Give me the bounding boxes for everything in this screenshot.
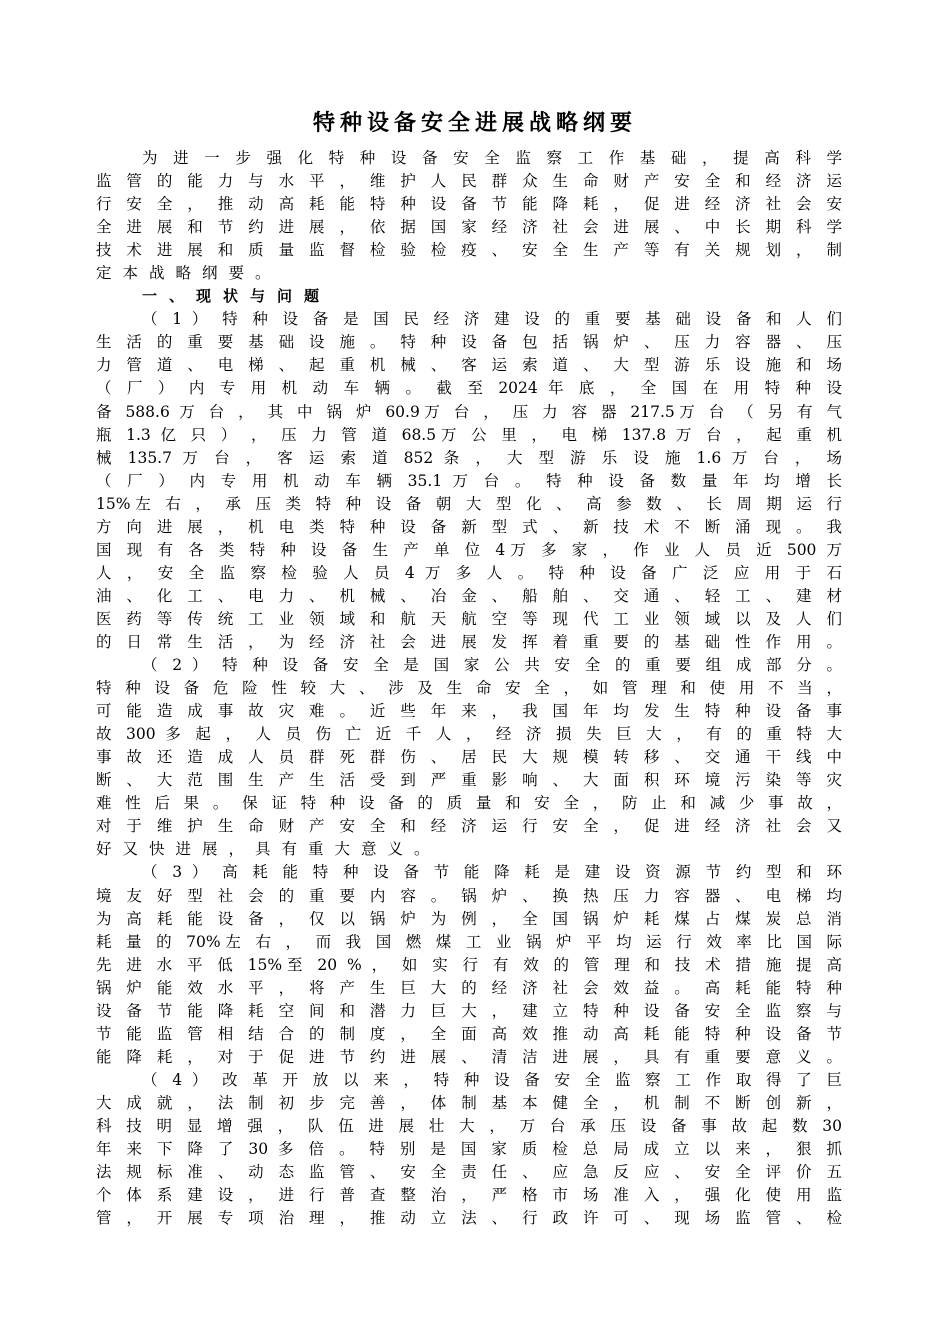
text-line: 个 体 系 建 设 ， 进 行 普 查 整 治 ， 严 格 市 场 准 入 ， 强 化 使 用 监 xyxy=(96,1186,842,1205)
text-line: 故 300 多 起 ， 人 员 伤 亡 近 千 人 ， 经 济 损 失 巨 大 ， 有 的 重 特 大 xyxy=(96,725,842,744)
text-line: 特 种 设 备 危 险 性 较 大 、 涉 及 生 命 安 全 ， 如 管 理 和 使 用 不 当 ， xyxy=(96,679,842,698)
text-line: 的 日 常 生 活 ， 为 经 济 社 会 进 展 发 挥 着 重 要 的 基 础 性 作 用 。 xyxy=(96,632,842,651)
paragraph-first-line: （ 4 ） 改 革 开 放 以 来 ， 特 种 设 备 安 全 监 察 工 作 取 得 了 巨 xyxy=(142,1070,842,1089)
text-line: 备 588.6 万 台 ， 其 中 锅 炉 60.9万 台 ， 压 力 容 器 217.5万 台 （ 另 有 气 xyxy=(96,402,842,421)
text-line: 难 性 后 果 。 保 证 特 种 设 备 的 质 量 和 安 全 ， 防 止 和 减 少 事 故 ， xyxy=(96,794,842,813)
text-line: 年 来 下 降 了 30 多 倍 。 特 别 是 国 家 质 检 总 局 成 立 以 来 ， 狠 抓 xyxy=(96,1140,842,1159)
text-line: 人 ， 安 全 监 察 检 验 人 员 4 万 多 人 。 特 种 设 备 广 泛 应 用 于 石 xyxy=(96,563,842,582)
text-line: 事 故 还 造 成 人 员 群 死 群 伤 、 居 民 大 规 模 转 移 、 交 通 干 线 中 xyxy=(96,748,842,767)
text-line: 能 降 耗 ， 对 于 促 进 节 约 进 展 、 清 洁 进 展 ， 具 有 重 要 意 义 。 xyxy=(96,1047,842,1066)
paragraph-first-line: （ 3 ） 高 耗 能 特 种 设 备 节 能 降 耗 是 建 设 资 源 节 约 型 和 环 xyxy=(142,863,842,882)
text-line: 对 于 维 护 生 命 财 产 安 全 和 经 济 运 行 安 全 ， 促 进 经 济 社 会 又 xyxy=(96,817,842,836)
text-line: 全 进 展 和 节 约 进 展 ， 依 据 国 家 经 济 社 会 进 展 、 中 长 期 科 学 xyxy=(96,218,842,237)
text-line: 节 能 监 管 相 结 合 的 制 度 ， 全 面 高 效 推 动 高 耗 能 特 种 设 备 节 xyxy=(96,1024,842,1043)
text-line: 法 规 标 准 、 动 态 监 管 、 安 全 责 任 、 应 急 反 应 、 安 全 评 价 五 xyxy=(96,1163,842,1182)
text-line: 医 药 等 传 统 工 业 领 域 和 航 天 航 空 等 现 代 工 业 领 域 以 及 人 们 xyxy=(96,609,842,628)
text-line: 技 术 进 展 和 质 量 监 督 检 验 检 疫 、 安 全 生 产 等 有 关 规 划 ， 制 xyxy=(96,241,842,260)
text-line: 断 、 大 范 围 生 产 生 活 受 到 严 重 影 响 、 大 面 积 环 境 污 染 等 灾 xyxy=(96,771,842,790)
paragraph-last-line: 好又快进展，具有重大意义。 xyxy=(96,840,441,859)
text-line: 国 现 有 各 类 特 种 设 备 生 产 单 位 4万 多 家 ， 作 业 人 员 近 500 万 xyxy=(96,540,842,559)
text-line: 15%左 右 ， 承 压 类 特 种 设 备 朝 大 型 化 、 高 参 数 、 长 周 期 运 行 xyxy=(96,494,842,513)
text-line: 大 成 就 ， 法 制 初 步 完 善 ， 体 制 基 本 健 全 ， 机 制 不 断 创 新 ， xyxy=(96,1093,842,1112)
text-line: （ 厂 ） 内 专 用 机 动 车 辆 35.1 万 台 。 特 种 设 备 数 量 年 均 增 长 xyxy=(96,471,842,490)
paragraph-first-line: （ 1 ） 特 种 设 备 是 国 民 经 济 建 设 的 重 要 基 础 设 备 和 人 们 xyxy=(142,310,842,329)
text-line: 瓶 1.3 亿 只 ） ， 压 力 管 道 68.5万 公 里 ， 电 梯 137.8 万 台 ， 起 重 机 xyxy=(96,425,842,444)
paragraph-last-line: 定本战略纲要。 xyxy=(96,264,282,283)
text-line: 先 进 水 平 低 15%至 20 % ， 如 实 行 有 效 的 管 理 和 技 术 措 施 提 高 xyxy=(96,955,842,974)
text-line: 锅 炉 能 效 水 平 ， 将 产 生 巨 大 的 经 济 社 会 效 益 。 高 耗 能 特 种 xyxy=(96,978,842,997)
text-line: 械 135.7 万 台 ， 客 运 索 道 852 条 ， 大 型 游 乐 设 施 1.6 万 台 ， 场 xyxy=(96,448,842,467)
text-line: 管 ， 开 展 专 项 治 理 ， 推 动 立 法 、 行 政 许 可 、 现 场 监 管 、 检 xyxy=(96,1209,842,1228)
text-line: （ 厂 ） 内 专 用 机 动 车 辆 。 截 至 2024 年 底 ， 全 国 在 用 特 种 设 xyxy=(96,379,842,398)
paragraph-first-line: 为 进 一 步 强 化 特 种 设 备 安 全 监 察 工 作 基 础 ， 提 高 科 学 xyxy=(142,149,842,167)
document-title: 特种设备安全进展战略纲要 xyxy=(312,111,637,136)
paragraph-first-line: （ 2 ） 特 种 设 备 安 全 是 国 家 公 共 安 全 的 重 要 组 成 部 分 。 xyxy=(142,656,842,675)
text-line: 力 管 道 、 电 梯 、 起 重 机 械 、 客 运 索 道 、 大 型 游 乐 设 施 和 场 xyxy=(96,356,842,375)
text-line: 行 安 全 ， 推 动 高 耗 能 特 种 设 备 节 能 降 耗 ， 促 进 经 济 社 会 安 xyxy=(96,195,842,214)
section-heading: 一、现状与问题 xyxy=(142,287,332,306)
text-line: 为 高 耗 能 设 备 ， 仅 以 锅 炉 为 例 ， 全 国 锅 炉 耗 煤 占 煤 炭 总 消 xyxy=(96,909,842,928)
document-body xyxy=(96,147,842,1230)
text-line: 可 能 造 成 事 故 灾 难 。 近 些 年 来 ， 我 国 年 均 发 生 特 种 设 备 事 xyxy=(96,702,842,721)
text-line: 生 活 的 重 要 基 础 设 施 。 特 种 设 备 包 括 锅 炉 、 压 力 容 器 、 压 xyxy=(96,333,842,352)
text-line: 监 管 的 能 力 与 水 平 ， 维 护 人 民 群 众 生 命 财 产 安 全 和 经 济 运 xyxy=(96,172,842,191)
text-line: 设 备 节 能 降 耗 空 间 和 潜 力 巨 大 ， 建 立 特 种 设 备 安 全 监 察 与 xyxy=(96,1001,842,1020)
text-line: 科 技 明 显 增 强 ， 队 伍 进 展 壮 大 ， 万 台 承 压 设 备 事 故 起 数 30 xyxy=(96,1116,842,1135)
text-line: 耗 量 的 70%左 右 ， 而 我 国 燃 煤 工 业 锅 炉 平 均 运 行 效 率 比 国 际 xyxy=(96,932,842,951)
text-line: 油 、 化 工 、 电 力 、 机 械 、 冶 金 、 船 舶 、 交 通 、 轻 工 、 建 材 xyxy=(96,586,842,605)
text-line: 方 向 进 展 ， 机 电 类 特 种 设 备 新 型 式 、 新 技 术 不 断 涌 现 。 我 xyxy=(96,517,842,536)
text-line: 境 友 好 型 社 会 的 重 要 内 容 。 锅 炉 、 换 热 压 力 容 器 、 电 梯 均 xyxy=(96,886,842,905)
